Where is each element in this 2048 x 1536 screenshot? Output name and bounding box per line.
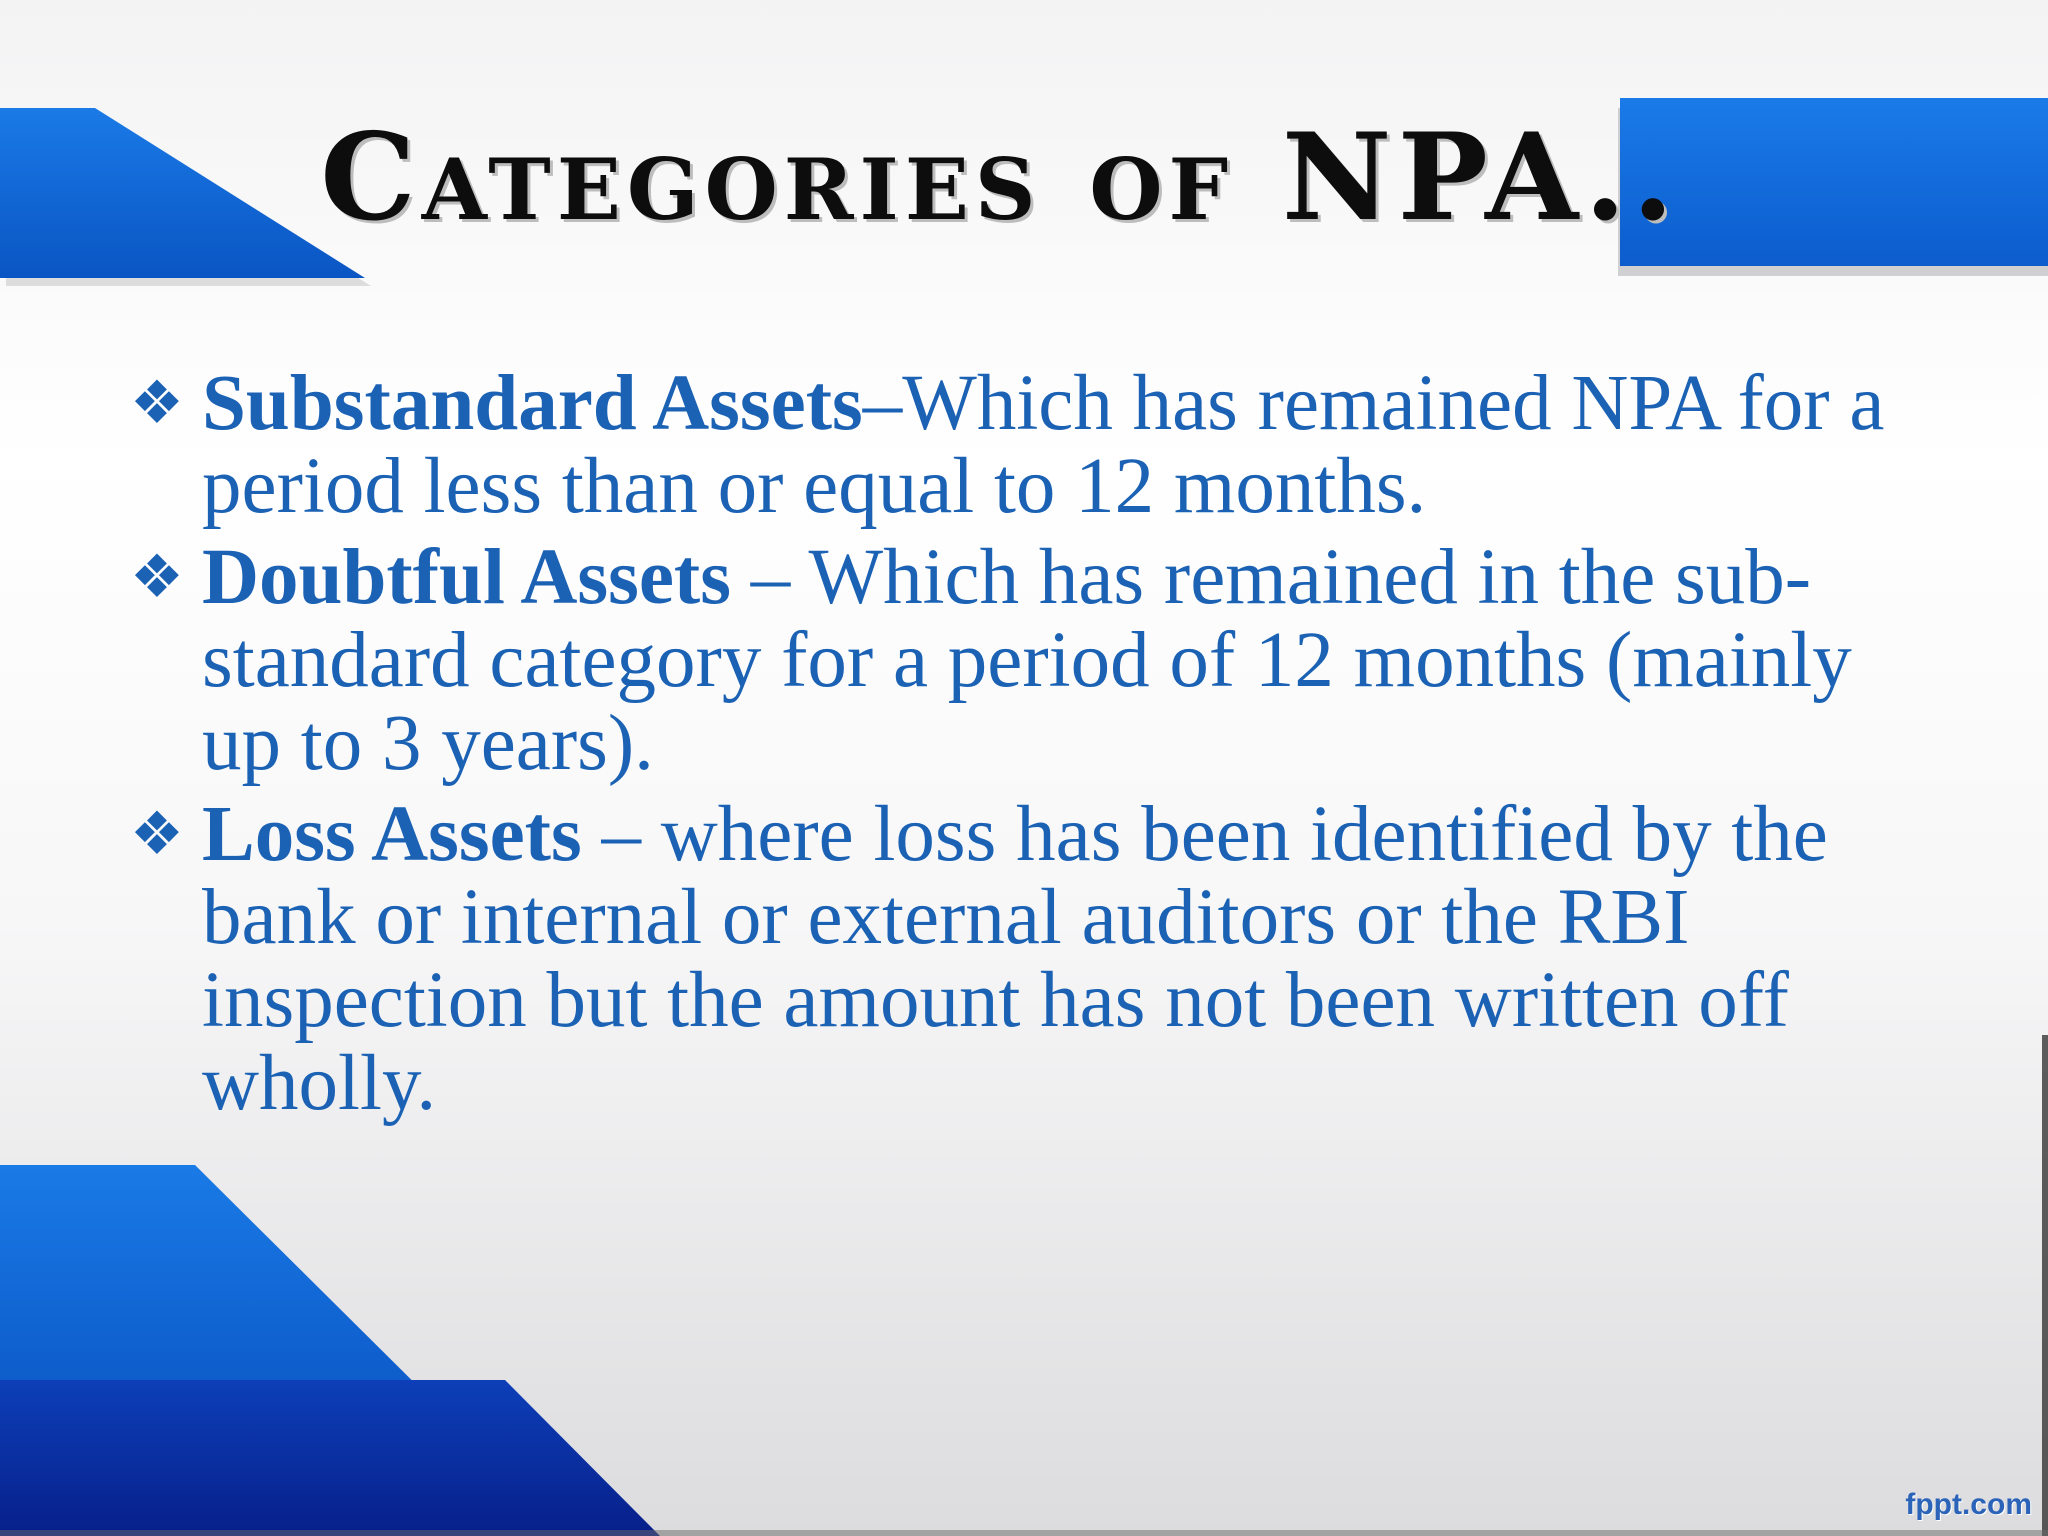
bullet-text: –Which has remained NPA for a period less than or equal to 12 months. (202, 360, 1885, 530)
bullet-text: – Which has remained in the sub-standard category for a period of 12 months (mainly up to 3 years). (202, 534, 1852, 787)
bullet-list (130, 362, 1890, 1133)
bullet-term: Doubtful Assets (202, 534, 731, 621)
bullet-item-loss-assets (130, 793, 1890, 1125)
watermark-logo: fppt.com (1905, 1488, 2032, 1521)
slide-title: Categories of NPA.. (320, 107, 1680, 248)
bottom-dark-blue-strip (0, 1380, 660, 1536)
diamond-bullet-icon: ❖ (130, 801, 184, 867)
bullet-text: – where loss has been identified by the bank or internal or external auditors or the RBI inspection but the amount has not been written off wholly. (202, 791, 1828, 1127)
bullet-item-doubtful-assets (130, 536, 1890, 785)
bullet-term: Substandard Assets (202, 360, 863, 447)
bullet-item-substandard-assets (130, 362, 1890, 528)
bullet-term: Loss Assets (202, 791, 582, 878)
diamond-bullet-icon: ❖ (130, 370, 184, 436)
diamond-bullet-icon: ❖ (130, 544, 184, 610)
